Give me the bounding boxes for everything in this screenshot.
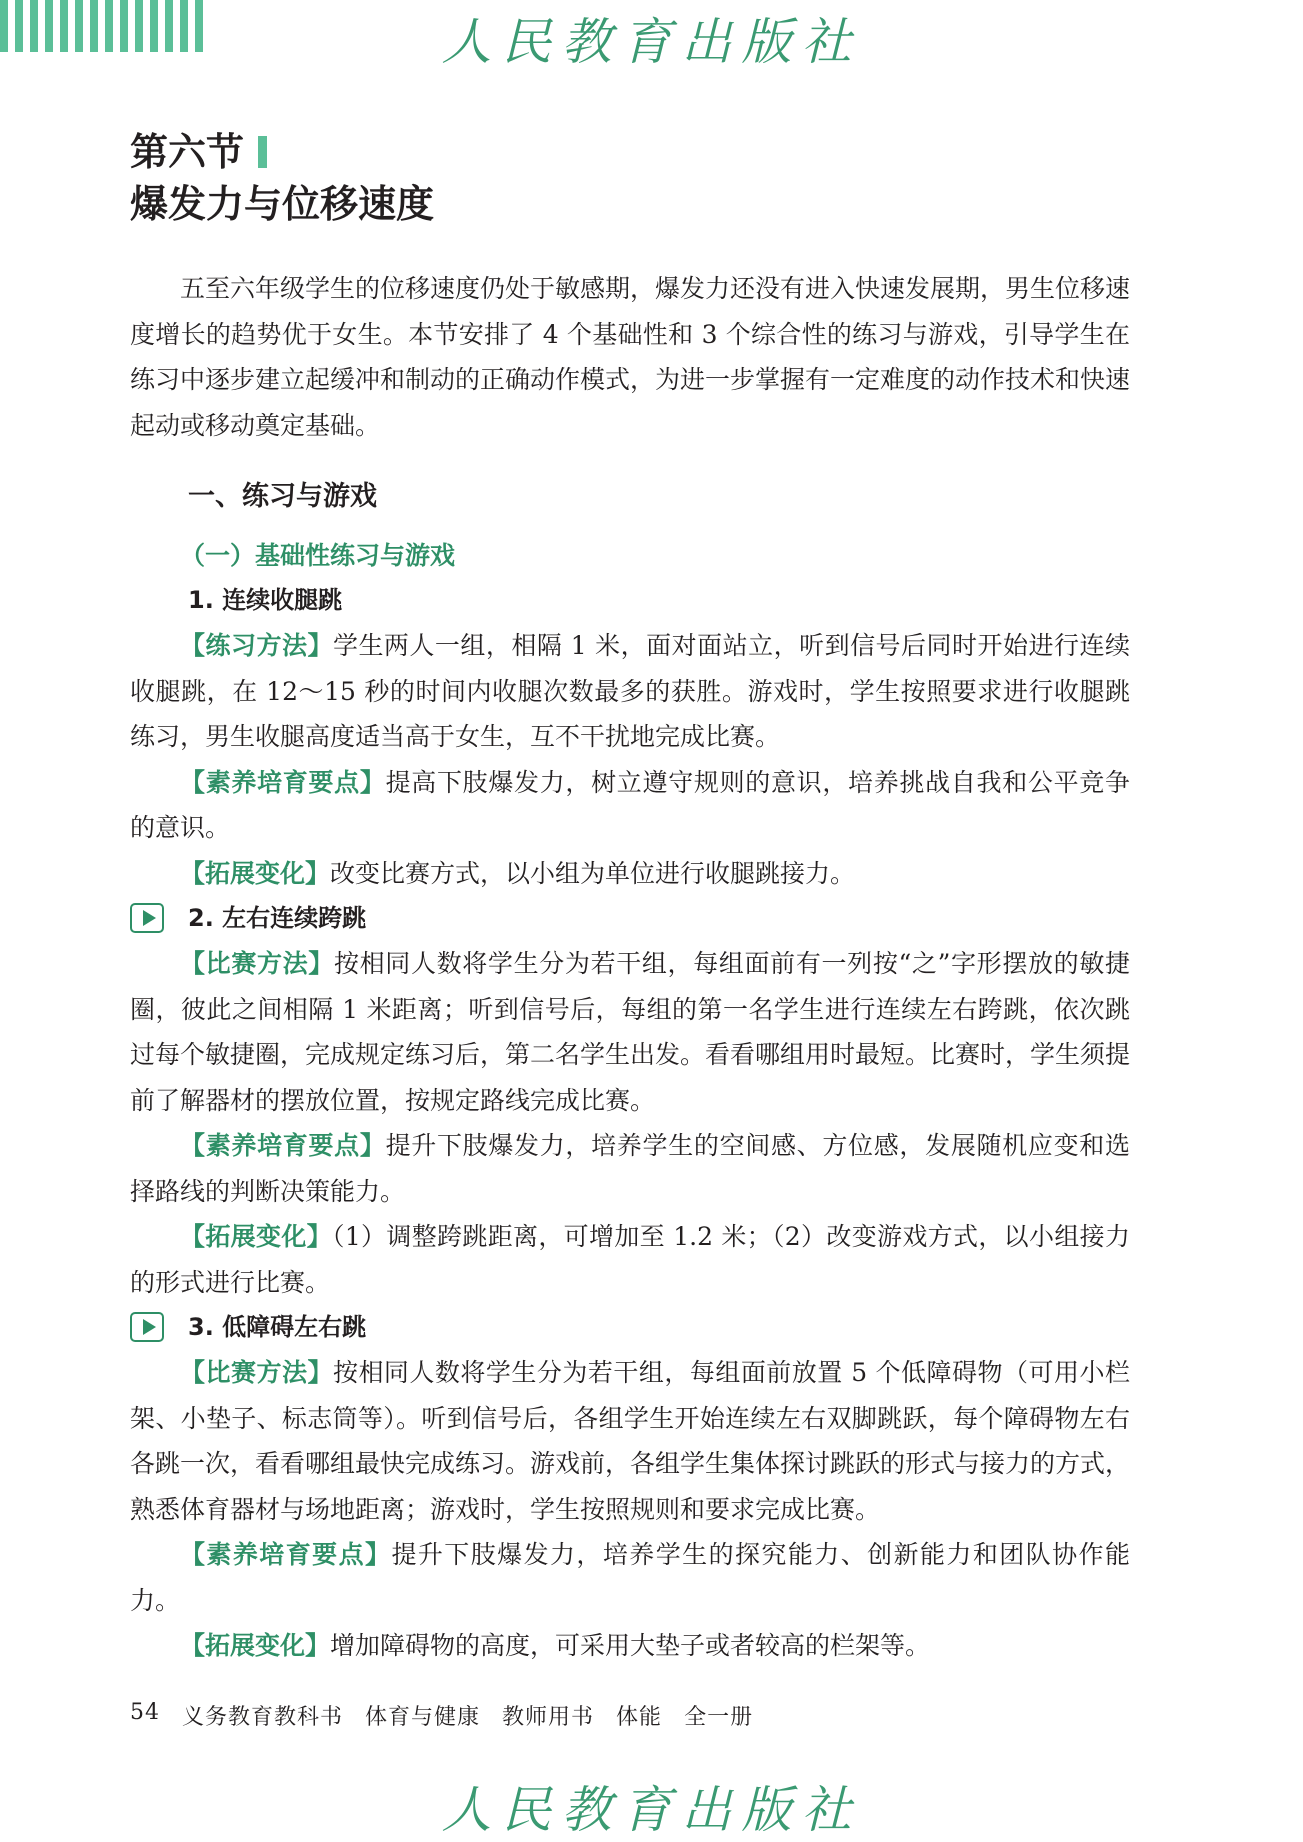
item-text: 提升下肢爆发力，培养学生的空间感、方位感，发展随机应变和选择路线的判断决策能力。: [130, 1131, 1130, 1206]
item-paragraph: [130, 1623, 1130, 1669]
item-paragraph: [130, 623, 1130, 760]
item-tag: 【素养培育要点】: [180, 767, 386, 797]
item-tag: 【拓展变化】: [180, 1222, 332, 1251]
play-video-icon[interactable]: [130, 1312, 164, 1342]
item-paragraph: [130, 760, 1130, 851]
item-paragraph: [130, 941, 1130, 1123]
item-text: （1）调整跨跳距离，可增加至 1.2 米；（2）改变游戏方式，以小组接力的形式进行比赛。: [130, 1222, 1130, 1297]
item-text: 按相同人数将学生分为若干组，每组面前放置 5 个低障碍物（可用小栏架、小垫子、标志筒等）。听到信号后，各组学生开始连续左右双脚跳跃，每个障碍物左右各跳一次，看看哪组最快完成练习。游戏前，各组学生集体探讨跳跃的形式与接力的方式，熟悉体育器材与场地距离；游戏时，学生按照规则和要求完成比赛。: [130, 1358, 1131, 1524]
heading-basic-games: （一）基础性练习与游戏: [180, 541, 456, 570]
item-text: 增加障碍物的高度，可采用大垫子或者较高的栏架等。: [330, 1631, 931, 1660]
section-label-text: 第六节: [130, 129, 245, 174]
item-paragraph: [130, 1350, 1130, 1532]
item-title: [188, 1305, 1130, 1350]
publisher-logo-bottom: 人民教育出版社: [441, 1781, 862, 1839]
header-stripes: [0, 0, 210, 52]
footer-subject: 体育与健康: [365, 1705, 481, 1730]
play-video-icon[interactable]: [130, 903, 164, 933]
publisher-logo: 人民教育出版社: [441, 13, 862, 71]
item-title: 1. 连续收腿跳: [188, 586, 343, 614]
footer-topic: 体能: [616, 1705, 663, 1730]
item-tag: 【素养培育要点】: [180, 1131, 386, 1160]
item-paragraph: [130, 1532, 1130, 1623]
section-title: 爆发力与位移速度: [130, 181, 435, 226]
page-content: [130, 130, 1130, 1669]
item-tag: 【拓展变化】: [180, 858, 331, 888]
item-tag: 【比赛方法】: [180, 1358, 333, 1387]
item-paragraph: [130, 1214, 1130, 1305]
item-text: 提高下肢爆发力，树立遵守规则的意识，培养挑战自我和公平竞争的意识。: [130, 767, 1130, 842]
intro-paragraph: 五至六年级学生的位移速度仍处于敏感期，爆发力还没有进入快速发展期，男生位移速度增长的趋势优于女生。本节安排了 4 个基础性和 3 个综合性的练习与游戏，引导学生在练习中逐步建立起缓冲和制动的正确动作模式，为进一步掌握有一定难度的动作技术和快速起动或移动奠定基础。: [130, 274, 1131, 440]
item-title: [188, 896, 1130, 941]
item-title-text: 2. 左右连续跨跳: [188, 904, 367, 932]
item-text: 提升下肢爆发力，培养学生的探究能力、创新能力和团队协作能力。: [130, 1540, 1130, 1615]
item-paragraph: [130, 1123, 1130, 1214]
section-label: [130, 130, 1130, 174]
item-text: 学生两人一组，相隔 1 米，面对面站立，听到信号后同时开始进行连续收腿跳，在 12～15 秒的时间内收腿次数最多的获胜。游戏时，学生按照要求进行收腿跳练习，男生收腿高度适当高于女生，互不干扰地完成比赛。: [130, 631, 1130, 751]
page-footer: [130, 1700, 753, 1731]
item-tag: 【比赛方法】: [180, 949, 334, 978]
footer-book: 义务教育教科书: [182, 1705, 344, 1730]
item-text: 改变比赛方式，以小组为单位进行收腿跳接力。: [330, 858, 856, 888]
item-paragraph: [130, 851, 1130, 897]
heading-practice-games: 一、练习与游戏: [188, 481, 377, 512]
item-text: 按相同人数将学生分为若干组，每组面前有一列按“之”字形摆放的敏捷圈，彼此之间相隔 1 米距离；听到信号后，每组的第一名学生进行连续左右跨跳，依次跳过每个敏捷圈，完成规定练习后，第二名学生出发。看看哪组用时最短。比赛时，学生须提前了解器材的摆放位置，按规定路线完成比赛。: [130, 949, 1131, 1115]
footer-edition: 全一册: [684, 1705, 754, 1730]
item-title-text: 3. 低障碍左右跳: [188, 1313, 367, 1341]
page-number: 54: [130, 1700, 160, 1725]
item-tag: 【练习方法】: [180, 631, 333, 660]
item-tag: 【素养培育要点】: [180, 1540, 392, 1569]
item-tag: 【拓展变化】: [180, 1631, 331, 1660]
section-accent-bar: [258, 136, 267, 168]
footer-volume: 教师用书: [502, 1705, 595, 1730]
